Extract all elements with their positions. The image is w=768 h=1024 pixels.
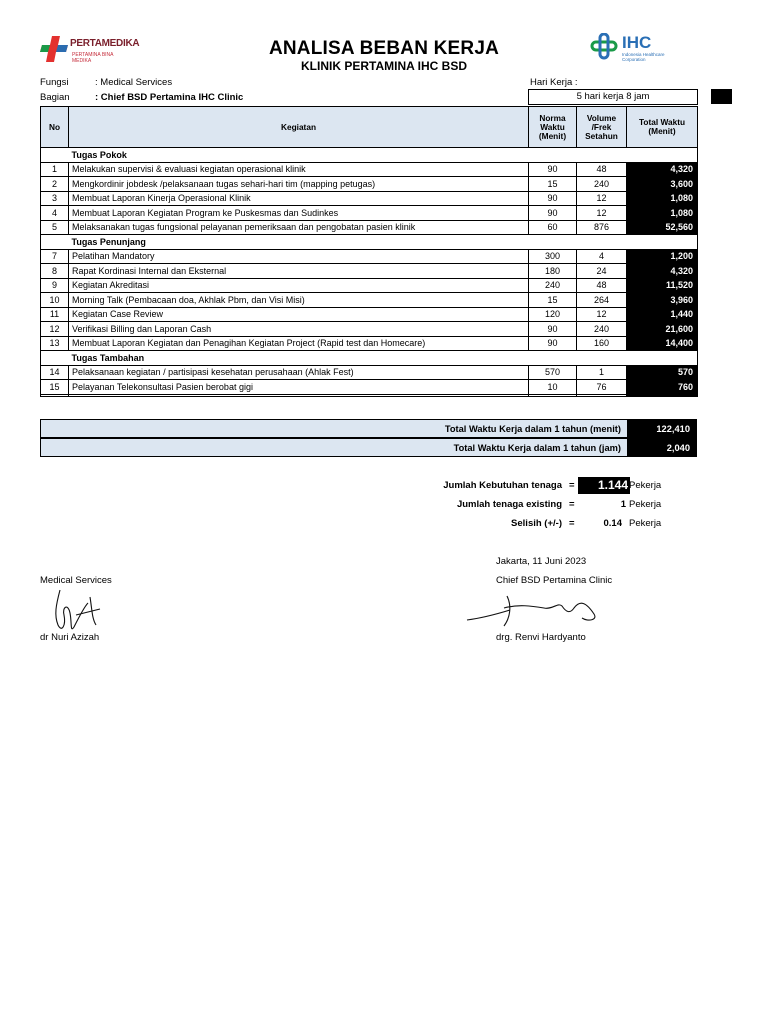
cell-volume: 12	[577, 307, 627, 322]
table-end-cell	[627, 394, 698, 396]
cell-kegiatan: Rapat Kordinasi Internal dan Eksternal	[69, 264, 529, 279]
cell-volume: 4	[577, 249, 627, 264]
table-row	[41, 220, 698, 235]
left-signer-role: Medical Services	[40, 575, 112, 586]
table-end-row	[41, 394, 698, 396]
cell-volume: 160	[577, 336, 627, 351]
left-signer-name: dr Nuri Azizah	[40, 632, 100, 643]
section-spacer	[41, 235, 69, 250]
cell-total: 11,520	[627, 278, 698, 293]
header-total: Total Waktu (Menit)	[627, 107, 698, 148]
table-row	[41, 322, 698, 337]
header-no: No	[41, 107, 69, 148]
cell-kegiatan: Melakukan supervisi & evaluasi kegiatan operasional klinik	[69, 162, 529, 177]
cell-no: 14	[41, 365, 69, 380]
bagian-label: Bagian	[40, 92, 70, 103]
table-end-cell	[577, 394, 627, 396]
selisih-value: 0.14	[603, 518, 622, 529]
cell-kegiatan: Mengkordinir jobdesk /pelaksanaan tugas sehari-hari tim (mapping petugas)	[69, 177, 529, 192]
kebutuhan-value: 1.144	[578, 477, 630, 494]
cell-volume: 76	[577, 380, 627, 395]
kebutuhan-eq: =	[569, 480, 575, 491]
total-menit-label: Total Waktu Kerja dalam 1 tahun (menit)	[41, 420, 628, 438]
cell-norma: 300	[529, 249, 577, 264]
section-row	[41, 148, 698, 163]
table-row	[41, 191, 698, 206]
cell-norma: 90	[529, 336, 577, 351]
cell-total: 1,200	[627, 249, 698, 264]
cell-no: 4	[41, 206, 69, 221]
table-end-cell	[69, 394, 529, 396]
cell-kegiatan: Verifikasi Billing dan Laporan Cash	[69, 322, 529, 337]
table-header-row	[41, 107, 698, 148]
cell-no: 2	[41, 177, 69, 192]
existing-eq: =	[569, 499, 575, 510]
cell-norma: 90	[529, 206, 577, 221]
right-signer-role: Chief BSD Pertamina Clinic	[496, 575, 613, 586]
selisih-label: Selisih (+/-)	[511, 518, 562, 529]
cell-norma: 90	[529, 162, 577, 177]
cell-total: 3,960	[627, 293, 698, 308]
right-signature	[462, 588, 602, 633]
cell-norma: 180	[529, 264, 577, 279]
kebutuhan-label: Jumlah Kebutuhan tenaga	[443, 480, 562, 491]
cell-kegiatan: Membuat Laporan Kegiatan Program ke Puskesmas dan Sudinkes	[69, 206, 529, 221]
cell-volume: 240	[577, 322, 627, 337]
cell-total: 760	[627, 380, 698, 395]
cell-volume: 1	[577, 365, 627, 380]
fungsi-value: : Medical Services	[95, 77, 173, 88]
cell-volume: 48	[577, 162, 627, 177]
cell-volume: 12	[577, 191, 627, 206]
hari-kerja-label: Hari Kerja :	[530, 77, 578, 88]
place-date: Jakarta, 11 Juni 2023	[496, 556, 587, 567]
cell-kegiatan: Membuat Laporan Kinerja Operasional Klinik	[69, 191, 529, 206]
table-row	[41, 365, 698, 380]
cell-kegiatan: Pelaksanaan kegiatan / partisipasi kesehatan perusahaan (Ahlak Fest)	[69, 365, 529, 380]
right-logo-brand: IHC	[622, 33, 652, 52]
right-logo-sub: Indonesia Healthcare Corporation	[622, 52, 665, 62]
cell-norma: 570	[529, 365, 577, 380]
cell-norma: 15	[529, 293, 577, 308]
cell-no: 7	[41, 249, 69, 264]
header-norma: Norma Waktu (Menit)	[529, 107, 577, 148]
section-title: Tugas Tambahan	[69, 351, 698, 366]
section-row	[41, 351, 698, 366]
table-row	[41, 278, 698, 293]
section-title: Tugas Pokok	[69, 148, 698, 163]
existing-label: Jumlah tenaga existing	[456, 499, 562, 510]
table-row	[41, 249, 698, 264]
total-jam-value: 2,040	[628, 439, 697, 457]
cell-volume: 876	[577, 220, 627, 235]
kebutuhan-unit: Pekerja	[629, 480, 662, 491]
section-row	[41, 235, 698, 250]
left-logo-tagline: PERTAMINA BINA MEDIKA	[72, 52, 114, 64]
cell-total: 570	[627, 365, 698, 380]
cell-no: 8	[41, 264, 69, 279]
right-signer-name: drg. Renvi Hardyanto	[496, 632, 586, 643]
cell-total: 52,560	[627, 220, 698, 235]
cell-norma: 10	[529, 380, 577, 395]
cell-total: 14,400	[627, 336, 698, 351]
cell-no: 5	[41, 220, 69, 235]
fungsi-label: Fungsi	[40, 77, 69, 88]
table-body	[41, 148, 698, 397]
cell-norma: 60	[529, 220, 577, 235]
cell-no: 3	[41, 191, 69, 206]
cell-total: 1,080	[627, 206, 698, 221]
cell-no: 12	[41, 322, 69, 337]
table-row	[41, 380, 698, 395]
header-kegiatan: Kegiatan	[69, 107, 529, 148]
table-row	[41, 307, 698, 322]
total-jam-label: Total Waktu Kerja dalam 1 tahun (jam)	[41, 439, 628, 457]
cell-total: 21,600	[627, 322, 698, 337]
existing-value: 1	[620, 499, 626, 510]
table-row	[41, 162, 698, 177]
cell-total: 1,080	[627, 191, 698, 206]
cell-no: 15	[41, 380, 69, 395]
existing-unit: Pekerja	[629, 499, 662, 510]
cell-volume: 12	[577, 206, 627, 221]
cell-no: 9	[41, 278, 69, 293]
cell-kegiatan: Kegiatan Akreditasi	[69, 278, 529, 293]
hari-kerja-value: 5 hari kerja 8 jam	[528, 89, 698, 105]
cell-total: 4,320	[627, 264, 698, 279]
cell-no: 10	[41, 293, 69, 308]
cell-kegiatan: Pelayanan Telekonsultasi Pasien berobat gigi	[69, 380, 529, 395]
cell-norma: 120	[529, 307, 577, 322]
bagian-value: : Chief BSD Pertamina IHC Clinic	[95, 92, 244, 103]
table-row	[41, 293, 698, 308]
header-volume: Volume /Frek Setahun	[577, 107, 627, 148]
cell-norma: 90	[529, 322, 577, 337]
selisih-eq: =	[569, 518, 575, 529]
cell-no: 1	[41, 162, 69, 177]
cell-kegiatan: Membuat Laporan Kegiatan dan Penagihan Kegiatan Project (Rapid test dan Homecare)	[69, 336, 529, 351]
total-menit-value: 122,410	[628, 420, 697, 438]
table-end-cell	[41, 394, 69, 396]
total-menit-row	[40, 419, 697, 438]
section-title: Tugas Penunjang	[69, 235, 698, 250]
cell-norma: 90	[529, 191, 577, 206]
cell-norma: 15	[529, 177, 577, 192]
table-row	[41, 206, 698, 221]
cell-kegiatan: Pelatihan Mandatory	[69, 249, 529, 264]
cell-volume: 48	[577, 278, 627, 293]
table-end-cell	[529, 394, 577, 396]
workload-table	[40, 106, 698, 397]
selisih-unit: Pekerja	[629, 518, 662, 529]
page-title: ANALISA BEBAN KERJA	[268, 38, 500, 59]
cell-total: 1,440	[627, 307, 698, 322]
page-subtitle: KLINIK PERTAMINA IHC BSD	[301, 59, 467, 73]
cell-norma: 240	[529, 278, 577, 293]
cell-volume: 240	[577, 177, 627, 192]
cell-kegiatan: Morning Talk (Pembacaan doa, Akhlak Pbm, dan Visi Misi)	[69, 293, 529, 308]
section-spacer	[41, 351, 69, 366]
cell-no: 11	[41, 307, 69, 322]
black-marker	[711, 89, 732, 104]
cell-volume: 24	[577, 264, 627, 279]
cell-volume: 264	[577, 293, 627, 308]
total-jam-row	[40, 438, 697, 457]
cell-kegiatan: Melaksanakan tugas fungsional pelayanan pemeriksaan dan pengobatan pasien klinik	[69, 220, 529, 235]
table-row	[41, 336, 698, 351]
table-row	[41, 264, 698, 279]
cell-total: 3,600	[627, 177, 698, 192]
cell-kegiatan: Kegiatan Case Review	[69, 307, 529, 322]
cell-no: 13	[41, 336, 69, 351]
section-spacer	[41, 148, 69, 163]
table-row	[41, 177, 698, 192]
cell-total: 4,320	[627, 162, 698, 177]
left-logo-brand: PERTAMEDIKA	[70, 38, 140, 49]
